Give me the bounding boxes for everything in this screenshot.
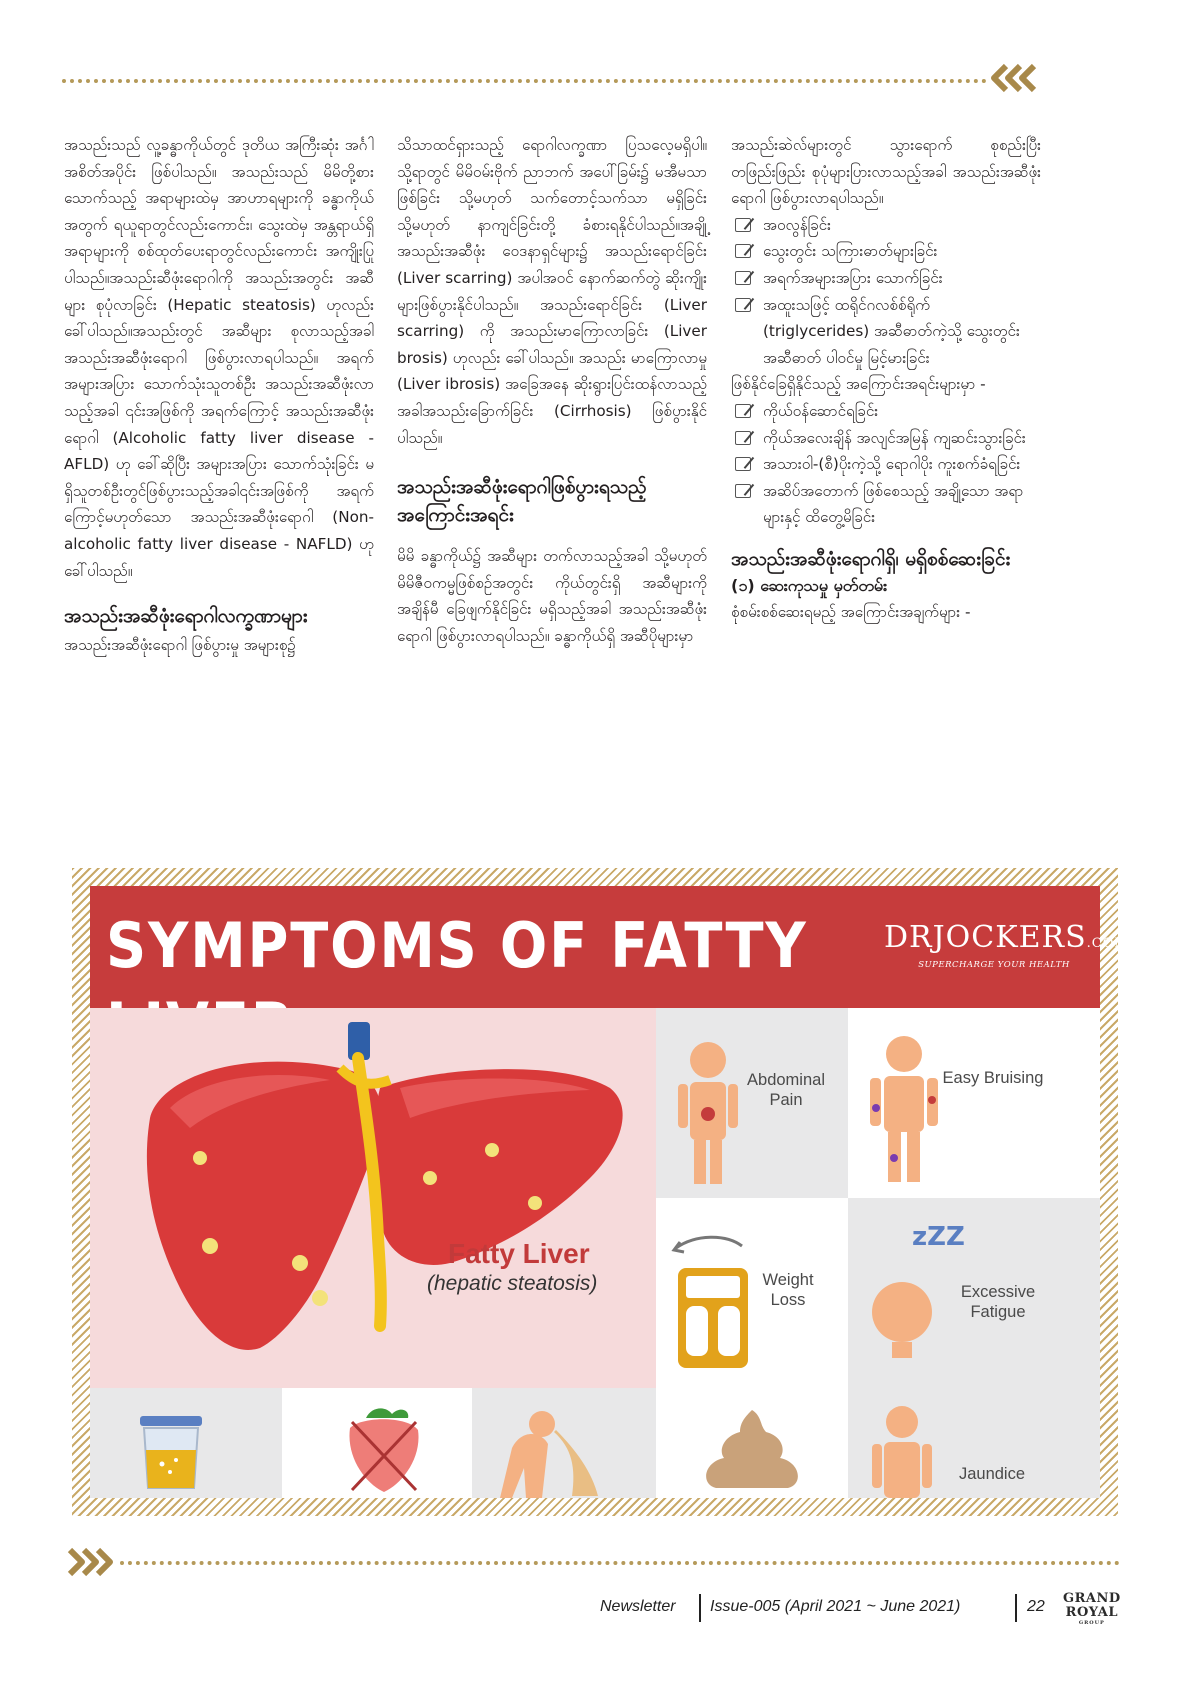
checkbox-icon (735, 431, 751, 445)
brand-line-3: GROUP (1078, 1620, 1105, 1626)
liver-panel (90, 1008, 740, 1388)
symptom-cell-nausea (472, 1388, 656, 1498)
article-column-2 (397, 132, 707, 650)
easy-bruising-icon (848, 1008, 1100, 1198)
footer-divider (699, 1594, 701, 1622)
infographic-banner (90, 886, 1129, 1008)
checkbox-icon (735, 484, 751, 498)
symptom-cell-weight (656, 1198, 848, 1388)
col1-paragraph-1: အသည်းသည် လူ့ခန္ဓာကိုယ်တွင် ဒုတိယ အကြီးဆုံး အင်္ဂါအစိတ်အပိုင်း ဖြစ်ပါသည်။ အသည်းသည် မိမိတို့စားသောက်သည့် အရာများထဲမှ အာဟာရများကို ခန္ဓာကိုယ်အတွက် ရယူရာတွင်လည်းကောင်း၊ သွေးထဲမှ အန္တရာယ်ရှိ အရာများကို စစ်ထုတ်ပေးရာတွင်လည်းကောင်း အကျိုးပြုပါသည်။အသည်းဆီဖုံးရောဂါကို အသည်းအတွင်း အဆီများ စုပုံလာခြင်း (Hepatic steatosis) ဟုလည်း ခေါ်ပါသည်။အသည်းတွင် အဆီများ စုလာသည့်အခါ အသည်းအဆီဖုံးရောဂါ ဖြစ်ပွားလာရပါသည်။ အရက် အများအပြား သောက်သုံးသူတစ်ဦး အသည်းအဆီဖုံးလာသည့်အခါ ၎င်းအဖြစ်ကို အရက်ကြောင့် အသည်းအဆီဖုံးရောဂါ (Alcoholic fatty liver disease - AFLD) ဟု ခေါ်ဆိုပြီး အများအပြား သောက်သုံးခြင်း မရှိသူတစ်ဦးတွင်ဖြစ်ပွားသည့်အခါ၎င်းအဖြစ်ကို အရက်ကြောင့်မဟုတ်သော အသည်းအဆီဖုံးရောဂါ (Non-alcoholic fatty liver disease - NAFLD) ဟု ခေါ်ပါသည်။ (64, 136, 374, 580)
stool-icon (656, 1388, 848, 1498)
top-chevron-icon (990, 62, 1042, 94)
article-column-3 (731, 132, 1041, 626)
vomiting-icon (472, 1388, 656, 1498)
col3-paragraph-1: အသည်းဆဲလ်များတွင် သွားရောက် စုစည်းပြီး တဖြည်းဖြည်း စုပုံများပြားလာသည့်အခါ အသည်းအဆီဖုံးရောဂါ ဖြစ်ပွားလာရပါသည်။ (731, 136, 1041, 208)
bottom-dotted-rule (120, 1561, 1120, 1565)
list-item: အရက်အများအပြား သောက်ခြင်း (731, 265, 1041, 292)
top-dotted-rule (62, 79, 987, 83)
col3-paragraph-3: စုံစမ်းစစ်ဆေးရမည့် အကြောင်းအချက်များ - (731, 602, 971, 621)
drjockers-logo (884, 920, 1129, 970)
no-strawberry-icon (282, 1388, 472, 1498)
zzz-label: zZZ (912, 1222, 965, 1252)
liver-illustration (90, 1008, 740, 1388)
col3-heading-diagnosis: အသည်းအဆီဖုံးရောဂါရှိ၊ မရှိစစ်ဆေးခြင်း (731, 547, 1011, 570)
checkbox-icon (735, 404, 751, 418)
infographic-title: SYMPTOMS OF FATTY (106, 909, 808, 982)
col2-heading-causes: အသည်းအဆီဖုံးရောဂါဖြစ်ပွားရသည့် အကြောင်းအရင်း (397, 476, 647, 527)
col3-subheading-history: (၁) ဆေးကုသမှု မှတ်တမ်း (731, 575, 888, 595)
logo-text: DRJOCKERS (884, 920, 1087, 955)
footer-issue: Issue-005 (April 2021 ~ June 2021) (710, 1598, 961, 1615)
urine-cup-icon (90, 1388, 282, 1498)
list-item: အဝလွန်ခြင်း (731, 212, 1041, 239)
col3-checklist-1 (731, 212, 1041, 372)
symptom-cell-jaundice (848, 1388, 1100, 1498)
symptom-cell-appetite (282, 1388, 472, 1498)
col2-paragraph-1: သိသာထင်ရှားသည့် ရောဂါလက္ခဏာ ပြသလေ့မရှိပါ။ သို့ရာတွင် မိမိဝမ်းဗိုက် ညာဘက် အပေါ်ခြမ်း၌ မအီမသာ ဖြစ်ခြင်း သို့မဟုတ် သက်တောင့်သက်သာ မရှိခြင်း သို့မဟုတ် နာကျင်ခြင်းတို့ ခံစားရနိုင်ပါသည်။အချို့အသည်းအဆီဖုံး ဝေဒနာရှင်များ၌ အသည်းရောင်ခြင်း (Liver scarring) အပါအဝင် နောက်ဆက်တွဲ ဆိုးကျိုးများဖြစ်ပွားနိုင်ပါသည်။ အသည်းရောင်ခြင်း (Liver scarring) ကို အသည်းမာကြောလာခြင်း (Liver brosis) ဟုလည်း ခေါ်ပါသည်။ အသည်း မာကြောလာမှု (Liver ibrosis) အခြေအနေ ဆိုးရွားပြင်းထန်လာသည့်အခါအသည်းခြောက်ခြင်း (Cirrhosis) ဖြစ်ပွားနိုင်ပါသည်။ (397, 136, 707, 447)
list-item: အထူးသဖြင့် ထရိုင်ဂလစ်စ်ရိုက် (triglycerides) အဆီဓာတ်ကဲ့သို့ သွေးတွင်းအဆီဓာတ် ပါဝင်မှု မြင့်မားခြင်း (731, 292, 1041, 372)
col2-paragraph-2: မိမိ ခန္ဓာကိုယ်၌ အဆီများ တက်လာသည့်အခါ သို့မဟုတ် မိမိဇီဝကမ္မဖြစ်စဉ်အတွင်း ကိုယ်တွင်းရှိ အဆီများကို အချိန်မီ ခြေဖျက်နိုင်ခြင်း မရှိသည့်အခါ အသည်းအဆီဖုံးရောဂါ ဖြစ်ပွားလာရပါသည်။ ခန္ဓာကိုယ်ရှိ အဆီပိုများမှာ (397, 547, 707, 645)
footer-newsletter: Newsletter (600, 1598, 676, 1615)
checkbox-icon (735, 218, 751, 232)
col3-paragraph-2: ဖြစ်နိုင်ခြေရှိနိုင်သည့် အကြောင်းအရင်းများမှာ - (731, 375, 986, 394)
liver-title: Fatty Liver (448, 1238, 590, 1269)
list-item: သွေးတွင်း သကြားဓာတ်များခြင်း (731, 238, 1041, 265)
footer-divider (1015, 1594, 1017, 1622)
bottom-chevron-icon (62, 1546, 114, 1578)
col1-paragraph-2: အသည်းအဆီဖုံးရောဂါ ဖြစ်ပွားမှု အများစု၌ (64, 636, 296, 655)
brand-line-2: ROYAL (1065, 1605, 1118, 1620)
symptom-label-fatigue: Excessive Fatigue (960, 1283, 1036, 1321)
symptom-label-bruising: Easy Bruising (942, 1069, 1044, 1087)
logo-suffix: .COM (1086, 936, 1129, 951)
logo-tagline: SUPERCHARGE YOUR HEALTH (918, 960, 1070, 970)
symptom-cell-bruising (848, 1008, 1100, 1198)
page-number: 22 (1027, 1598, 1045, 1615)
list-item: အဆိပ်အတောက် ဖြစ်စေသည့် အချို့သော အရာများနှင့် ထိတွေ့မိခြင်း (731, 478, 1041, 531)
infographic-frame (72, 868, 1129, 1516)
checkbox-icon (735, 244, 751, 258)
col3-checklist-2 (731, 398, 1041, 531)
symptom-cell-fatigue (848, 1198, 1100, 1388)
symptom-label-abdominal: Abdominal Pain (747, 1071, 825, 1109)
symptom-label-weight: Weight Loss (762, 1271, 814, 1309)
symptom-cell-abdominal (656, 1008, 848, 1198)
brand-line-1: GRAND (1063, 1591, 1121, 1606)
article-column-1 (64, 132, 374, 659)
checkbox-icon (735, 271, 751, 285)
symptom-label-jaundice: Jaundice (958, 1465, 1026, 1483)
liver-subtitle: (hepatic steatosis) (427, 1272, 598, 1295)
list-item: ကိုယ်ဝန်ဆောင်ရခြင်း (731, 398, 1041, 425)
grand-royal-logo (1063, 1592, 1121, 1626)
list-item: ကိုယ်အလေးချိန် အလျင်အမြန် ကျဆင်းသွားခြင်း (731, 425, 1041, 452)
infographic (90, 886, 1129, 1498)
symptom-cell-urine (90, 1388, 282, 1498)
checkbox-icon (735, 457, 751, 471)
col1-heading-symptoms: အသည်းအဆီဖုံးရောဂါလက္ခဏာများ (64, 605, 308, 628)
checkbox-icon (735, 298, 751, 312)
symptom-cell-stool (656, 1388, 848, 1498)
list-item: အသားဝါ-(စီ)ပိုးကဲ့သို့ ရောဂါပိုး ကူးစက်ခံရခြင်း (731, 451, 1041, 478)
